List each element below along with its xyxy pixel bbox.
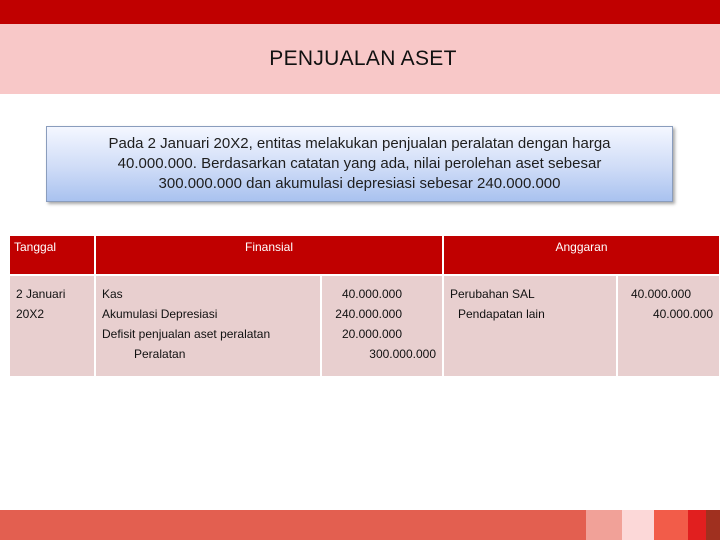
account-peralatan: Peralatan [134, 347, 186, 361]
journal-table [8, 234, 720, 378]
anggaran-accounts-cell [443, 275, 617, 377]
table-header-row [9, 235, 720, 275]
account-pendapatan-lain: Pendapatan lain [458, 307, 545, 321]
slide-title: PENJUALAN ASET [269, 47, 457, 70]
footer-block-1 [0, 510, 586, 540]
footer-block-4 [654, 510, 688, 540]
header-anggaran: Anggaran [443, 235, 720, 275]
intro-text: Pada 2 Januari 20X2, entitas melakukan penjualan peralatan dengan harga 40.000.000. Berdasarkan catatan yang ada, nilai perolehan aset sebesar 300.000.000 dan akumulasi depresiasi sebesar 240.000.000 [108, 135, 611, 192]
credit-pendapatan-lain: 40.000.000 [652, 307, 714, 321]
account-akumulasi-depresiasi: Akumulasi Depresiasi [102, 307, 218, 321]
debit-akumulasi-depresiasi: 240.000.000 [335, 307, 402, 321]
header-tanggal: Tanggal [9, 235, 95, 275]
top-accent-bar [0, 0, 720, 24]
finansial-amounts-cell [321, 275, 443, 377]
footer-block-3 [622, 510, 654, 540]
date-cell [9, 275, 95, 377]
debit-defisit: 20.000.000 [341, 327, 402, 341]
account-kas: Kas [102, 287, 123, 301]
debit-kas: 40.000.000 [341, 287, 402, 301]
footer-block-5 [688, 510, 706, 540]
footer-bar [0, 510, 720, 540]
footer-block-6 [706, 510, 720, 540]
account-perubahan-sal: Perubahan SAL [450, 287, 535, 301]
credit-peralatan: 300.000.000 [369, 347, 436, 361]
table-row [9, 275, 720, 377]
account-defisit-penjualan: Defisit penjualan aset peralatan [102, 327, 271, 341]
finansial-accounts-cell [95, 275, 321, 377]
date-line-1: 2 Januari [16, 287, 66, 301]
debit-perubahan-sal: 40.000.000 [630, 287, 692, 301]
anggaran-amounts-cell [617, 275, 720, 377]
footer-block-2 [586, 510, 622, 540]
header-finansial: Finansial [95, 235, 443, 275]
intro-box [46, 126, 673, 202]
date-line-2: 20X2 [16, 307, 45, 321]
title-band [0, 24, 720, 94]
